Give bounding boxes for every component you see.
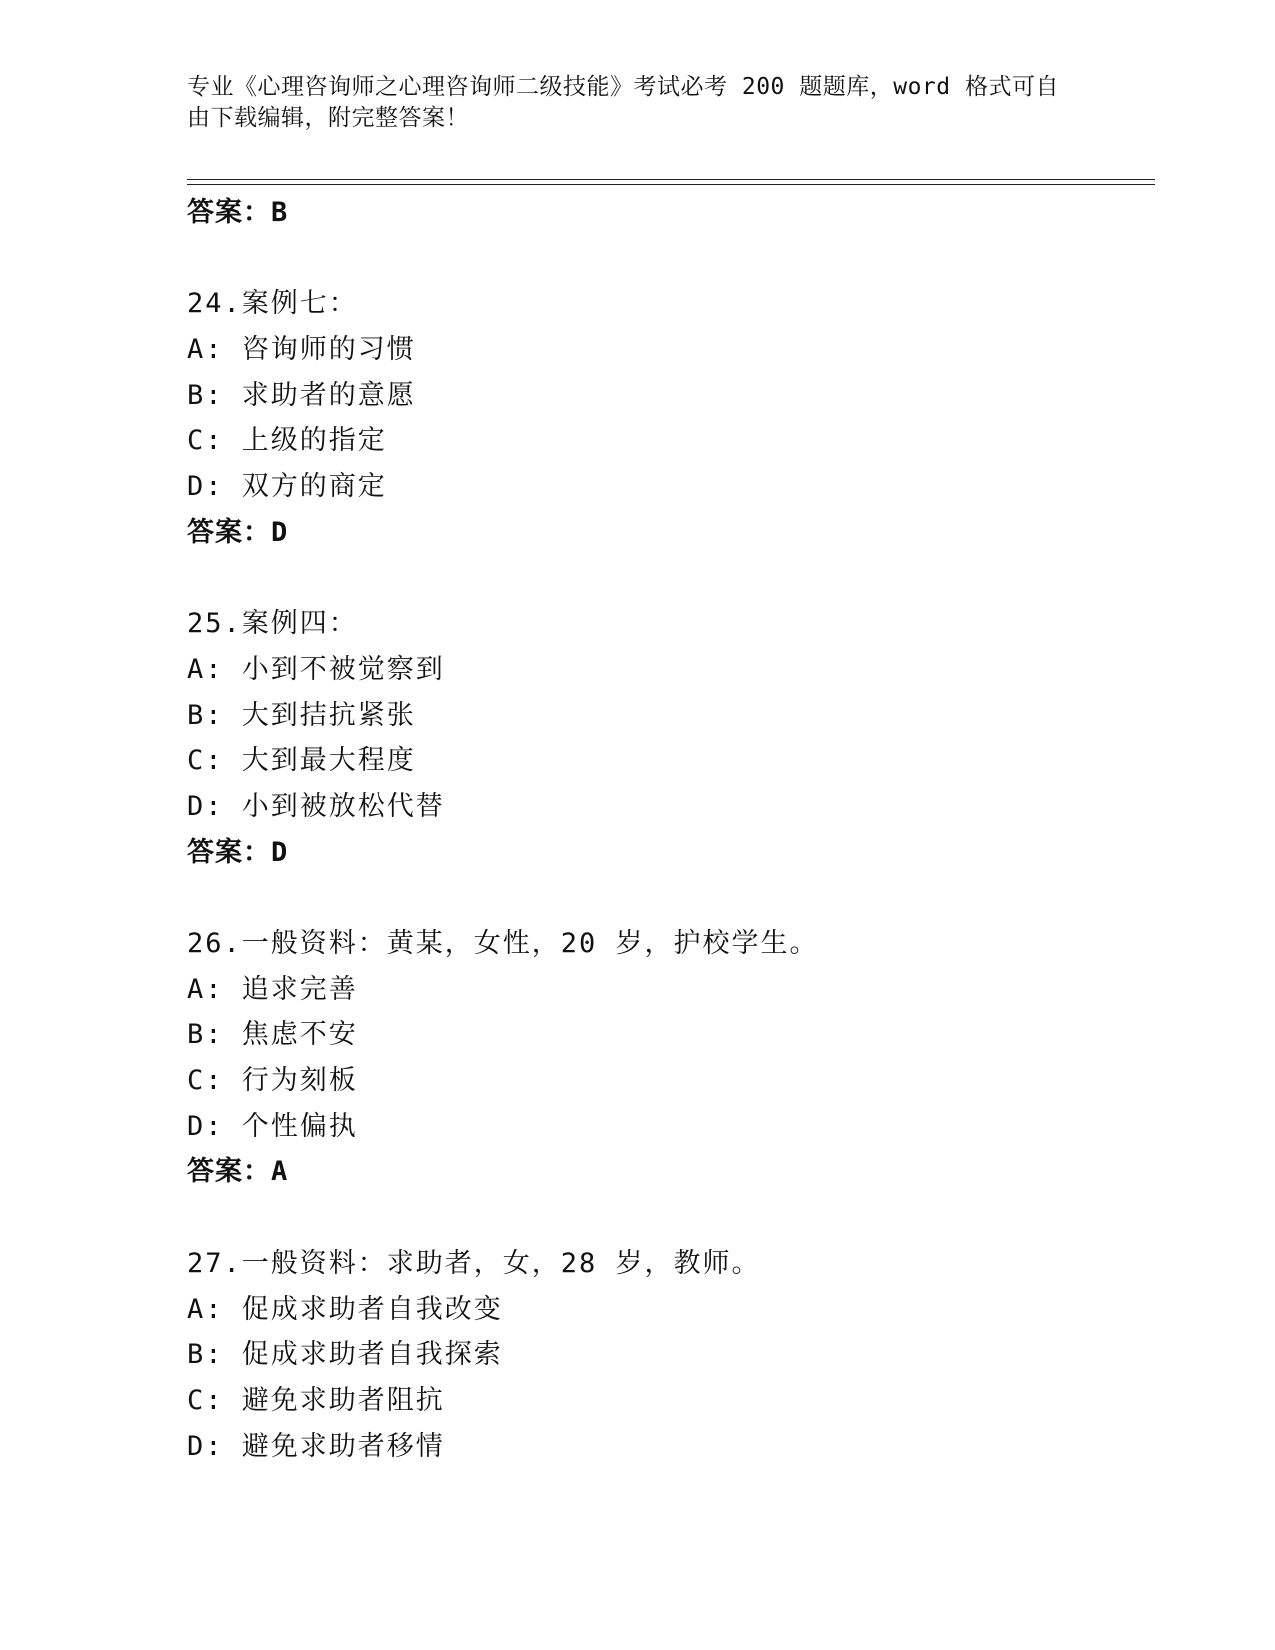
question-item (187, 281, 1155, 555)
header-line-2: 由下载编辑，附完整答案！ (187, 105, 469, 131)
spacer (187, 236, 1155, 282)
answer-line: 答案：D (187, 836, 289, 868)
option-d: D: 小到被放松代替 (187, 790, 445, 822)
option-d: D: 双方的商定 (187, 471, 387, 503)
option-a: A: 小到不被觉察到 (187, 653, 445, 685)
answer-line: 答案：D (187, 516, 289, 548)
question-item (187, 601, 1155, 875)
option-a: A: 追求完善 (187, 973, 358, 1005)
answer-line: 答案：A (187, 1156, 289, 1188)
option-c: C: 行为刻板 (187, 1065, 358, 1097)
header-divider-bottom (187, 184, 1155, 185)
option-d: D: 避免求助者移情 (187, 1430, 445, 1462)
option-c: C: 上级的指定 (187, 425, 387, 457)
question-stem: 24.案例七： (187, 288, 358, 320)
question-item (187, 921, 1155, 1195)
spacer (187, 556, 1155, 602)
option-a: A: 咨询师的习惯 (187, 334, 416, 366)
option-b: B: 求助者的意愿 (187, 379, 416, 411)
spacer (187, 875, 1155, 921)
header-line-1: 专业《心理咨询师之心理咨询师二级技能》考试必考 200 题题库，word 格式可自 (187, 74, 1059, 100)
option-d: D: 个性偏执 (187, 1110, 358, 1142)
option-a: A: 促成求助者自我改变 (187, 1293, 503, 1325)
spacer (187, 1195, 1155, 1241)
option-c: C: 大到最大程度 (187, 745, 416, 777)
option-c: C: 避免求助者阻抗 (187, 1384, 445, 1416)
question-item (187, 1241, 1155, 1469)
question-stem: 27.一般资料：求助者，女，28 岁，教师。 (187, 1247, 761, 1279)
question-list (187, 190, 1155, 1469)
question-stem: 26.一般资料：黄某，女性，20 岁，护校学生。 (187, 928, 819, 959)
page-header (187, 72, 1067, 134)
option-b: B: 大到拮抗紧张 (187, 699, 416, 731)
option-b: B: 焦虑不安 (187, 1019, 358, 1051)
header-divider-top (187, 179, 1155, 180)
answer-line: 答案：B (187, 197, 289, 228)
question-stem: 25.案例四： (187, 608, 358, 640)
option-b: B: 促成求助者自我探索 (187, 1339, 503, 1371)
